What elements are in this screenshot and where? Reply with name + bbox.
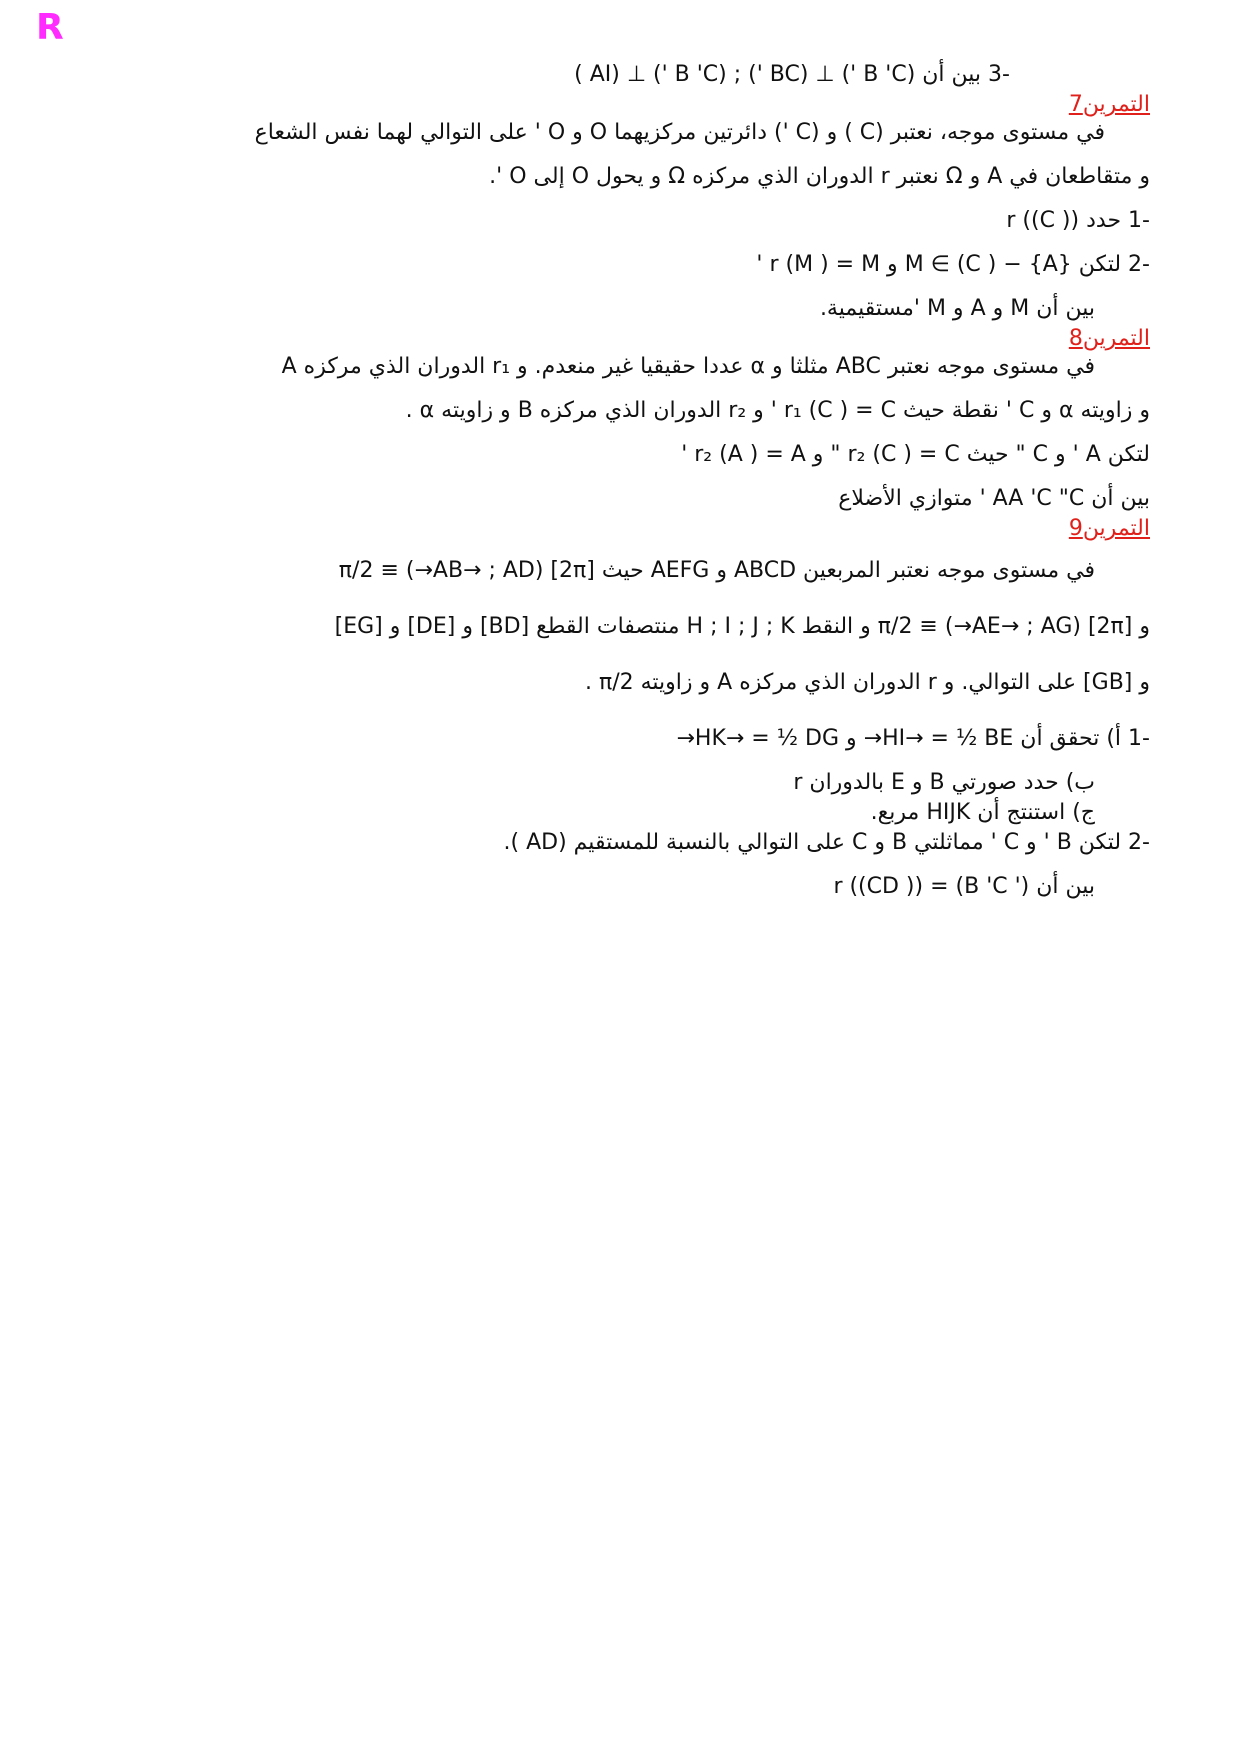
exercise9-statement-line2: و [2π] (AE→ ; AG→) ≡ π/2 و النقط H ; I ; J ; K منتصفات القطع [BD] و [DE] و [EG]	[334, 614, 1150, 639]
exercise7-heading: التمرين7	[1068, 92, 1150, 117]
exercise8-statement-line3: لتكن A ' و C " حيث r₂ (C ) = C " و r₂ (A ) = A '	[681, 442, 1150, 467]
exercise8-statement-line2: و زاويته α و C ' نقطة حيث r₁ (C ) = C ' و r₂ الدوران الذي مركزه B و زاويته α .	[405, 398, 1150, 423]
exercise9-question1a: -1 أ) تحقق أن HI→ = ½ BE→ و HK→ = ½ DG→	[676, 726, 1150, 751]
exercise7-question1: -1 حدد r ((C ))	[1006, 208, 1150, 233]
exercise9-question2: -2 لتكن B ' و C ' مماثلتي B و C على التوالي بالنسبة للمستقيم (AD ).	[503, 830, 1150, 855]
exercise8-statement-line1: في مستوى موجه نعتبر ABC مثلثا و α عددا حقيقيا غير منعدم. و r₁ الدوران الذي مركزه A	[281, 354, 1095, 379]
exercise9-question1c: ج) استنتج أن HIJK مربع.	[870, 800, 1095, 825]
exercise7-question2-line2: بين أن M و A و M 'مستقيمية.	[819, 296, 1095, 321]
exercise9-question2-line2: بين أن r ((CD )) = (B 'C ')	[833, 874, 1095, 899]
exercise7-question2: -2 لتكن M ∈ (C ) − {A} و r (M ) = M '	[756, 252, 1150, 277]
exercise7-statement-line1: في مستوى موجه، نعتبر (C ) و (C ') دائرتين مركزيهما O و O ' على التوالي لهما نفس الشعاع	[254, 120, 1105, 145]
exercise7-statement-line2: و متقاطعان في A و Ω نعتبر r الدوران الذي مركزه Ω و يحول O إلى O '.	[489, 164, 1150, 189]
exercise9-question1b: ب) حدد صورتي B و E بالدوران r	[793, 770, 1095, 795]
exercise-page	[110, 60, 1150, 902]
exercise9-statement-line3: و [GB] على التوالي. و r الدوران الذي مركزه A و زاويته π/2 .	[584, 670, 1150, 695]
exercise8-heading: التمرين8	[1068, 326, 1150, 351]
exercise9-heading: التمرين9	[1068, 516, 1150, 541]
exercise6-question3: -3 بين أن (B 'C ') ⊥ (BC ') ; (B 'C ') ⊥ (AI )	[574, 62, 1010, 87]
exercise8-question: بين أن AA 'C "C ' متوازي الأضلاع	[838, 486, 1150, 511]
logo-r: R	[36, 7, 64, 48]
exercise9-statement-line1: في مستوى موجه نعتبر المربعين ABCD و AEFG حيث [2π] (AB→ ; AD→) ≡ π/2	[338, 558, 1095, 583]
